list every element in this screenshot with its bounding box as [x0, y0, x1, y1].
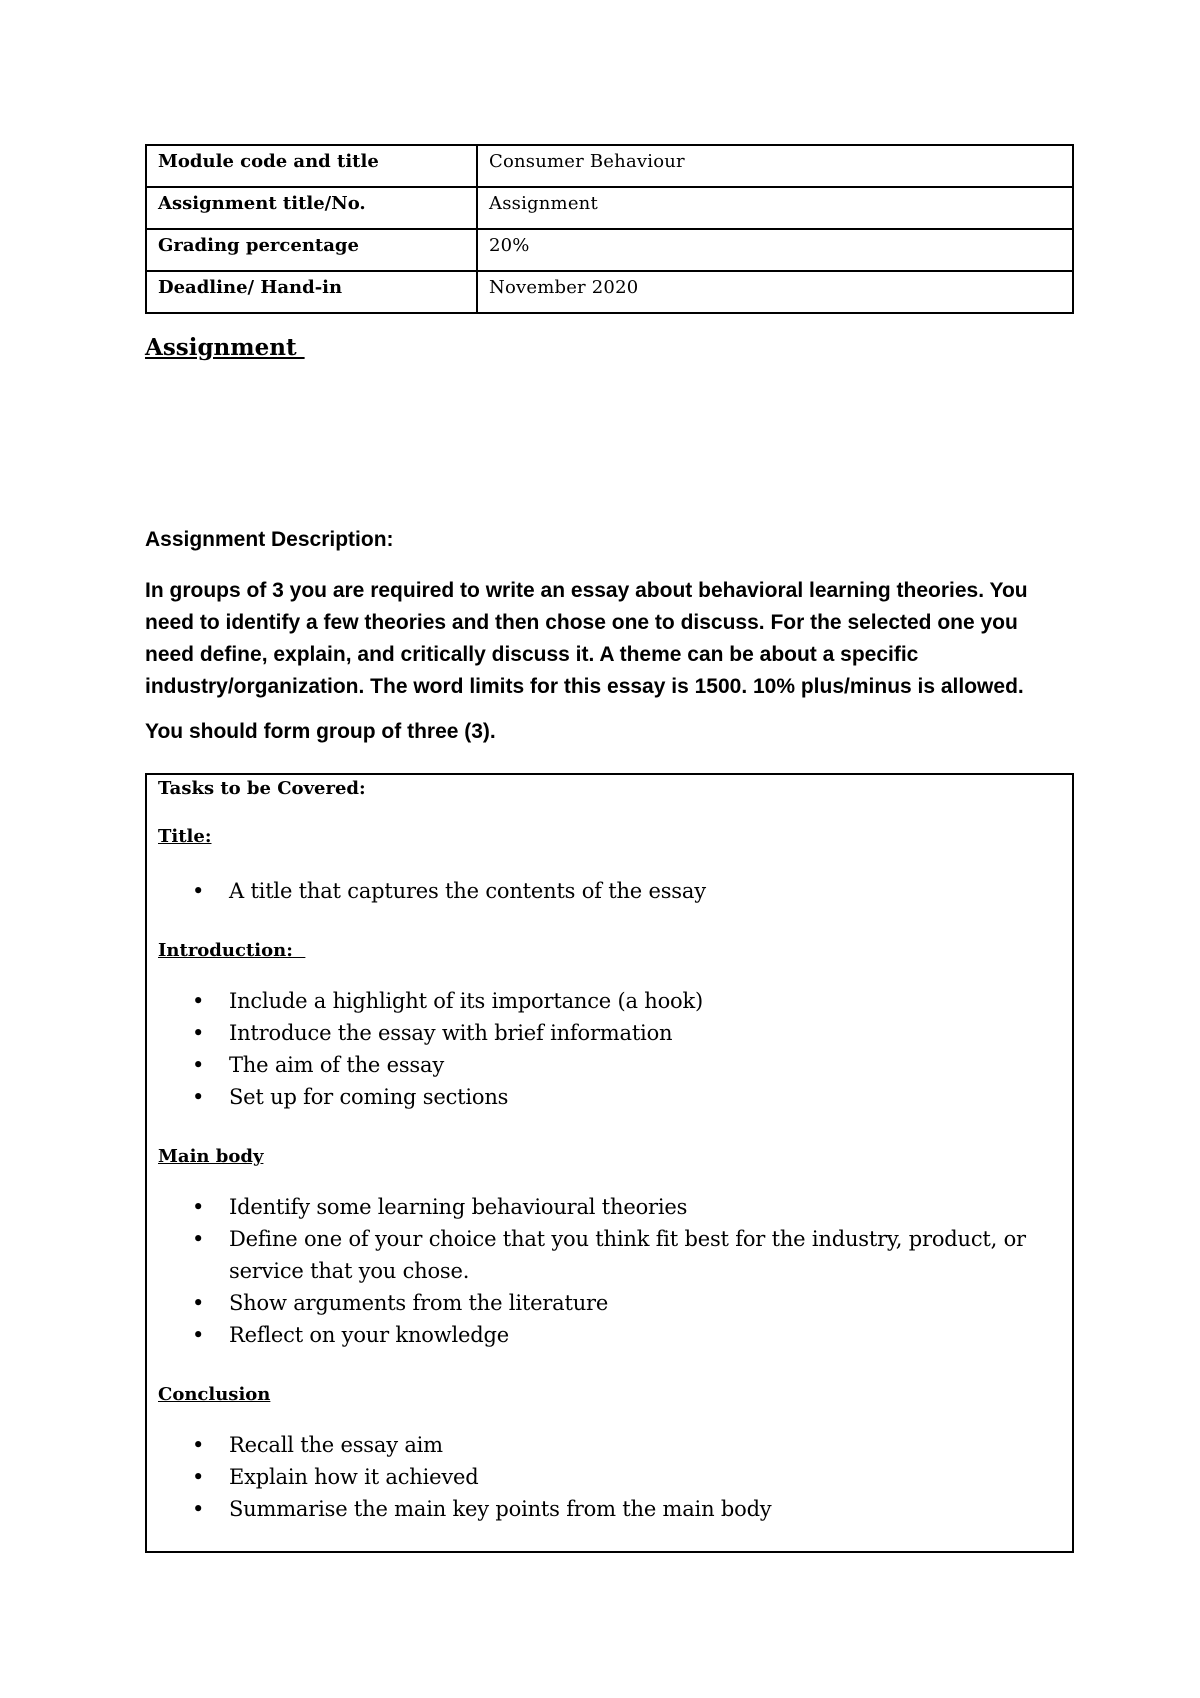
table-row — [146, 229, 1073, 271]
module-info-table — [145, 144, 1074, 314]
description-line: need to identify a few theories and then chose one to discuss. For the selected one you — [145, 611, 1018, 634]
list-item: • Summarise the main key points from the main body — [147, 1493, 1049, 1525]
table-row — [146, 271, 1073, 313]
bullet-icon: • — [192, 1085, 205, 1109]
list-item: • Include a highlight of its importance (a hook) — [147, 985, 1049, 1017]
description-line: industry/organization. The word limits for this essay is 1500. 10% plus/minus is allowed. — [145, 675, 1024, 698]
description-body — [145, 575, 1045, 703]
bullet-icon: • — [192, 1021, 205, 1045]
table-row — [146, 187, 1073, 229]
list-item: • Define one of your choice that you think fit best for the industry, product, or service that you chose. — [147, 1223, 1049, 1287]
description-title: Assignment Description: — [145, 528, 394, 551]
bullet-icon: • — [192, 1433, 205, 1457]
grading-label: Grading percentage — [146, 229, 477, 271]
list-item: • Reflect on your knowledge — [147, 1319, 1049, 1351]
list-item: • A title that captures the contents of the essay — [147, 875, 1049, 907]
list-item: • Show arguments from the literature — [147, 1287, 1049, 1319]
list-item: • Set up for coming sections — [147, 1081, 1049, 1113]
introduction-bullet-list — [147, 985, 1049, 1113]
list-item: • The aim of the essay — [147, 1049, 1049, 1081]
module-value: Consumer Behaviour — [477, 145, 1073, 187]
title-bullet-list — [147, 875, 1049, 907]
assignment-title-label: Assignment title/No. — [146, 187, 477, 229]
description-line: In groups of 3 you are required to write an essay about behavioral learning theories. You — [145, 579, 1028, 602]
bullet-icon: • — [192, 1497, 205, 1521]
bullet-icon: • — [192, 1291, 205, 1315]
group-note: You should form group of three (3). — [145, 720, 496, 743]
section-title-conclusion: Conclusion — [158, 1384, 271, 1405]
grading-value: 20% — [477, 229, 1073, 271]
list-item: • Identify some learning behavioural theories — [147, 1191, 1049, 1223]
assignment-heading: Assignment — [145, 334, 305, 361]
list-item: • Explain how it achieved — [147, 1461, 1049, 1493]
bullet-icon: • — [192, 989, 205, 1013]
deadline-label: Deadline/ Hand-in — [146, 271, 477, 313]
main-body-bullet-list — [147, 1191, 1049, 1351]
table-row — [146, 145, 1073, 187]
bullet-icon: • — [192, 879, 205, 903]
section-title-title: Title: — [158, 826, 212, 847]
deadline-value: November 2020 — [477, 271, 1073, 313]
description-line: need define, explain, and critically discuss it. A theme can be about a specific — [145, 643, 919, 666]
assignment-title-value: Assignment — [477, 187, 1073, 229]
bullet-icon: • — [192, 1323, 205, 1347]
bullet-icon: • — [192, 1053, 205, 1077]
section-title-introduction: Introduction: — [158, 940, 306, 961]
list-item: • Introduce the essay with brief information — [147, 1017, 1049, 1049]
bullet-icon: • — [192, 1465, 205, 1489]
conclusion-bullet-list — [147, 1429, 1049, 1525]
section-title-main-body: Main body — [158, 1146, 264, 1167]
tasks-box — [145, 773, 1074, 1553]
bullet-icon: • — [192, 1227, 205, 1251]
bullet-icon: • — [192, 1195, 205, 1219]
tasks-header: Tasks to be Covered: — [158, 778, 366, 799]
module-label: Module code and title — [146, 145, 477, 187]
list-item: • Recall the essay aim — [147, 1429, 1049, 1461]
